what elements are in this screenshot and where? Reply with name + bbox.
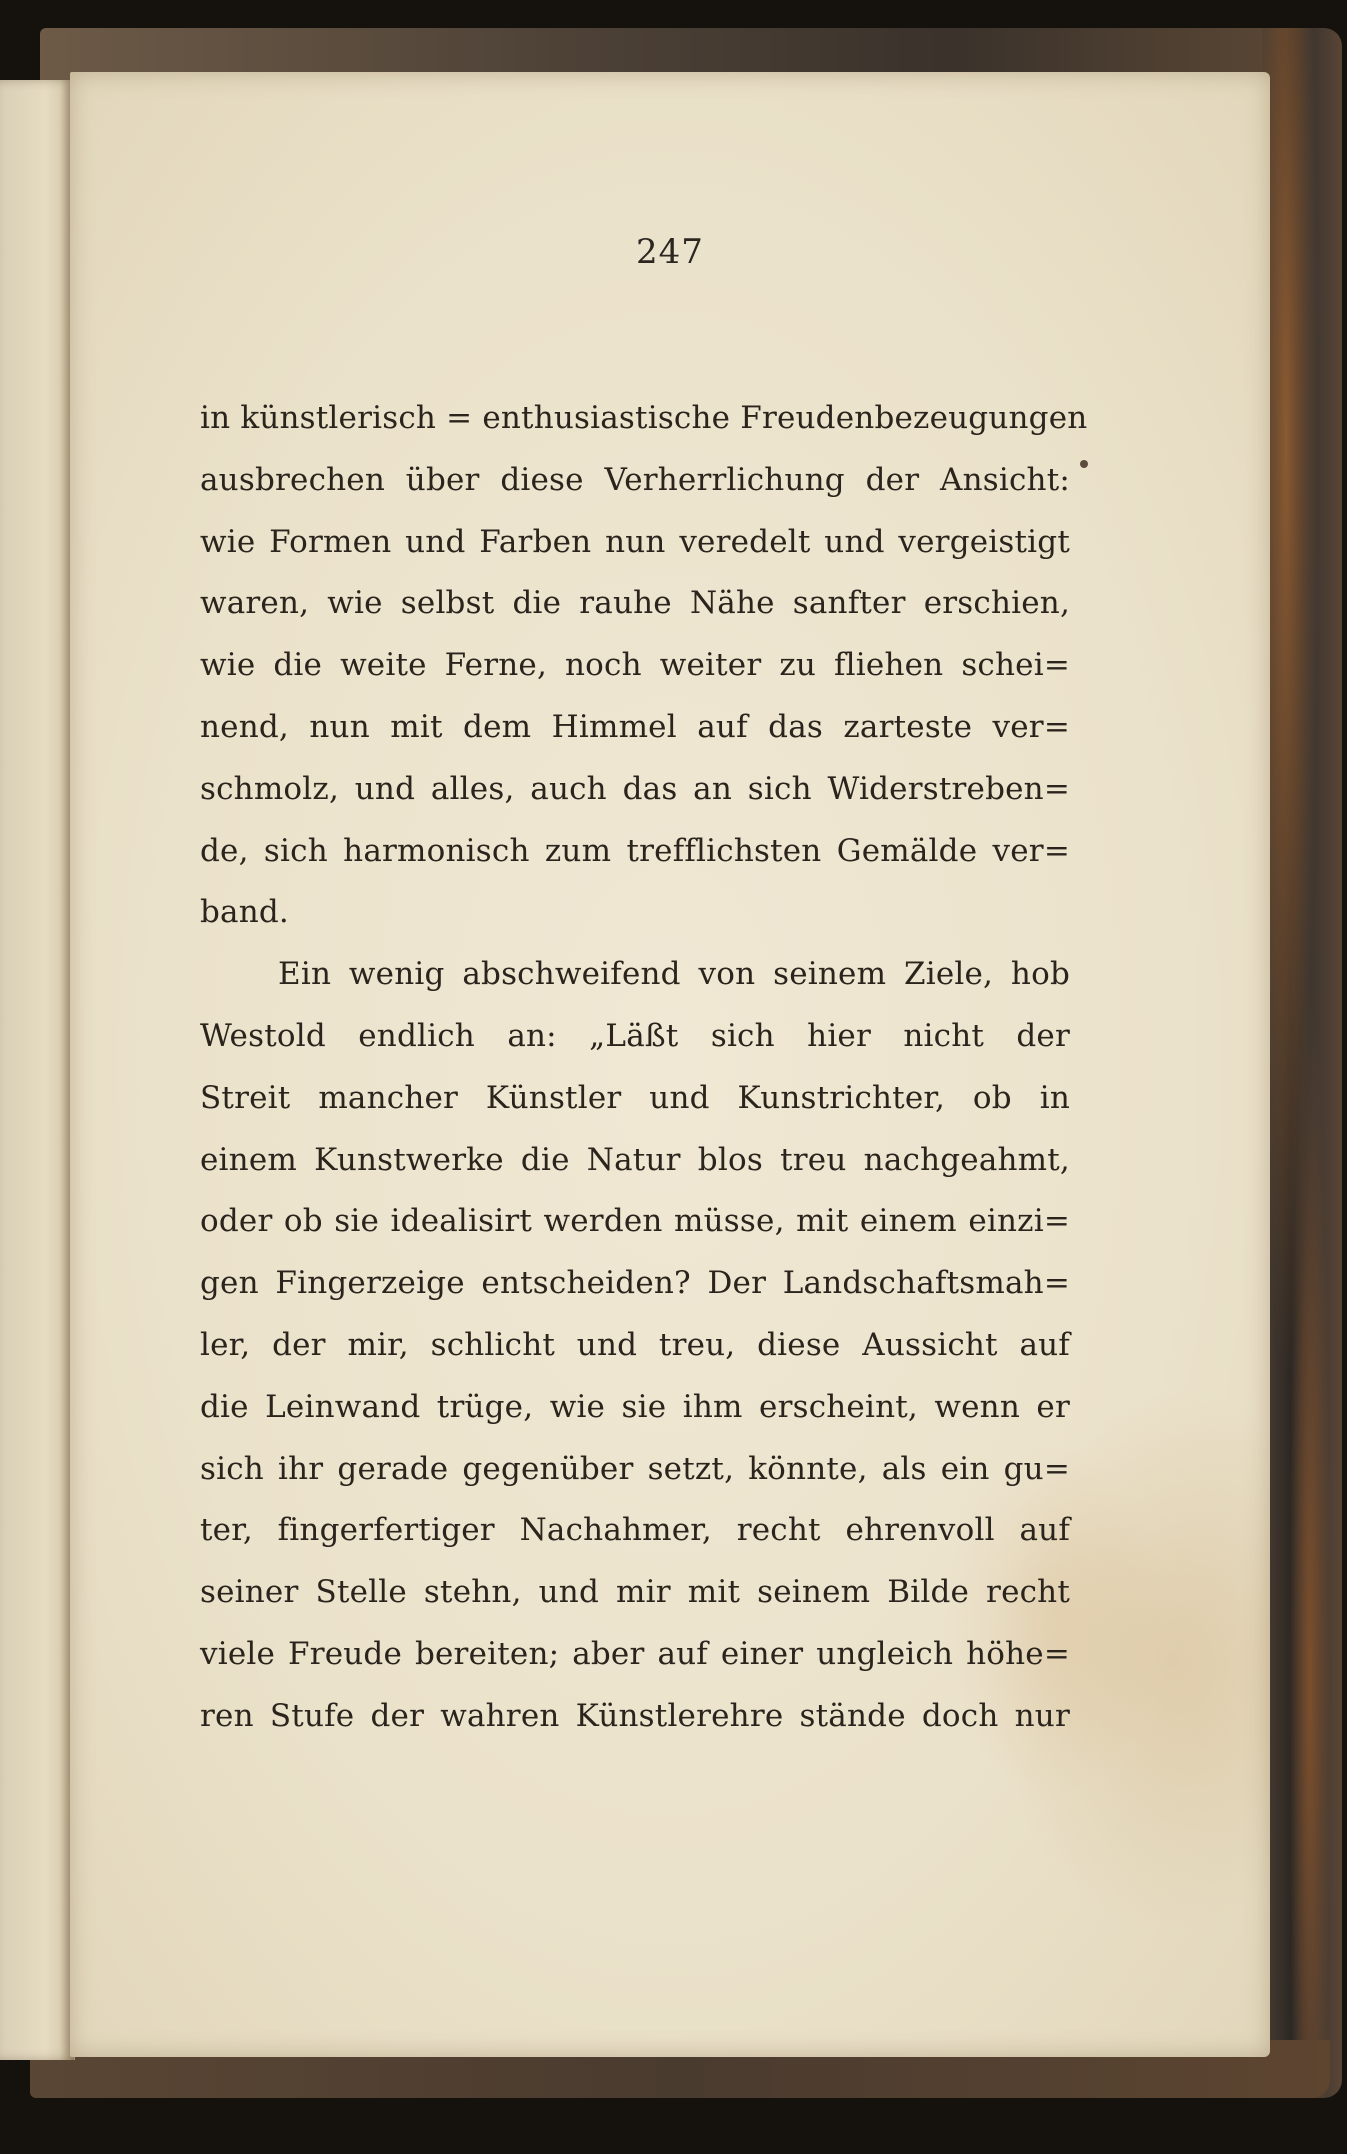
page-number: 247 (636, 232, 704, 272)
text-line: ren Stufe der wahren Künstlerehre stände doch nur (200, 1697, 1070, 1734)
text-line: oder ob sie idealisirt werden müsse, mit einem einzi= (200, 1203, 1070, 1240)
text-line: sich ihr gerade gegenüber setzt, könnte, als ein gu= (200, 1450, 1070, 1487)
text-line: Ein wenig abschweifend von seinem Ziele, hob (278, 956, 1070, 993)
text-line: wie die weite Ferne, noch weiter zu fliehen schei= (200, 647, 1070, 684)
text-line: ter, fingerfertiger Nachahmer, recht ehrenvoll auf (200, 1512, 1070, 1549)
text-line: einem Kunstwerke die Natur blos treu nachgeahmt, (200, 1141, 1070, 1178)
text-line: gen Fingerzeige entscheiden? Der Landschaftsmah= (200, 1265, 1070, 1302)
body-text (200, 388, 1088, 1748)
text-line: nend, nun mit dem Himmel auf das zarteste ver= (200, 708, 1070, 745)
text-line: die Leinwand trüge, wie sie ihm erscheint, wenn er (200, 1388, 1070, 1425)
text-line: waren, wie selbst die rauhe Nähe sanfter erschien, (200, 585, 1070, 622)
text-line: Streit mancher Künstler und Kunstrichter, ob in (200, 1079, 1070, 1116)
text-line: band. (200, 894, 289, 931)
text-line: schmolz, und alles, auch das an sich Widerstreben= (200, 770, 1070, 807)
book-page (70, 72, 1270, 2057)
text-line: viele Freude bereiten; aber auf einer ungleich höhe= (200, 1635, 1070, 1672)
paper-speck (1080, 460, 1088, 468)
text-line: in künstlerisch = enthusiastische Freudenbezeugungen (200, 400, 1088, 436)
text-line: ler, der mir, schlicht und treu, diese Aussicht auf (200, 1326, 1070, 1363)
text-line: Westold endlich an: „Läßt sich hier nicht der (200, 1017, 1070, 1054)
text-line: wie Formen und Farben nun veredelt und vergeistigt (200, 523, 1070, 560)
text-line: de, sich harmonisch zum trefflichsten Gemälde ver= (200, 832, 1070, 869)
book-cover-spine-edge (1262, 28, 1342, 2098)
text-line: seiner Stelle stehn, und mir mit seinem Bilde recht (200, 1574, 1070, 1611)
text-line: ausbrechen über diese Verherrlichung der Ansicht: (200, 461, 1070, 498)
